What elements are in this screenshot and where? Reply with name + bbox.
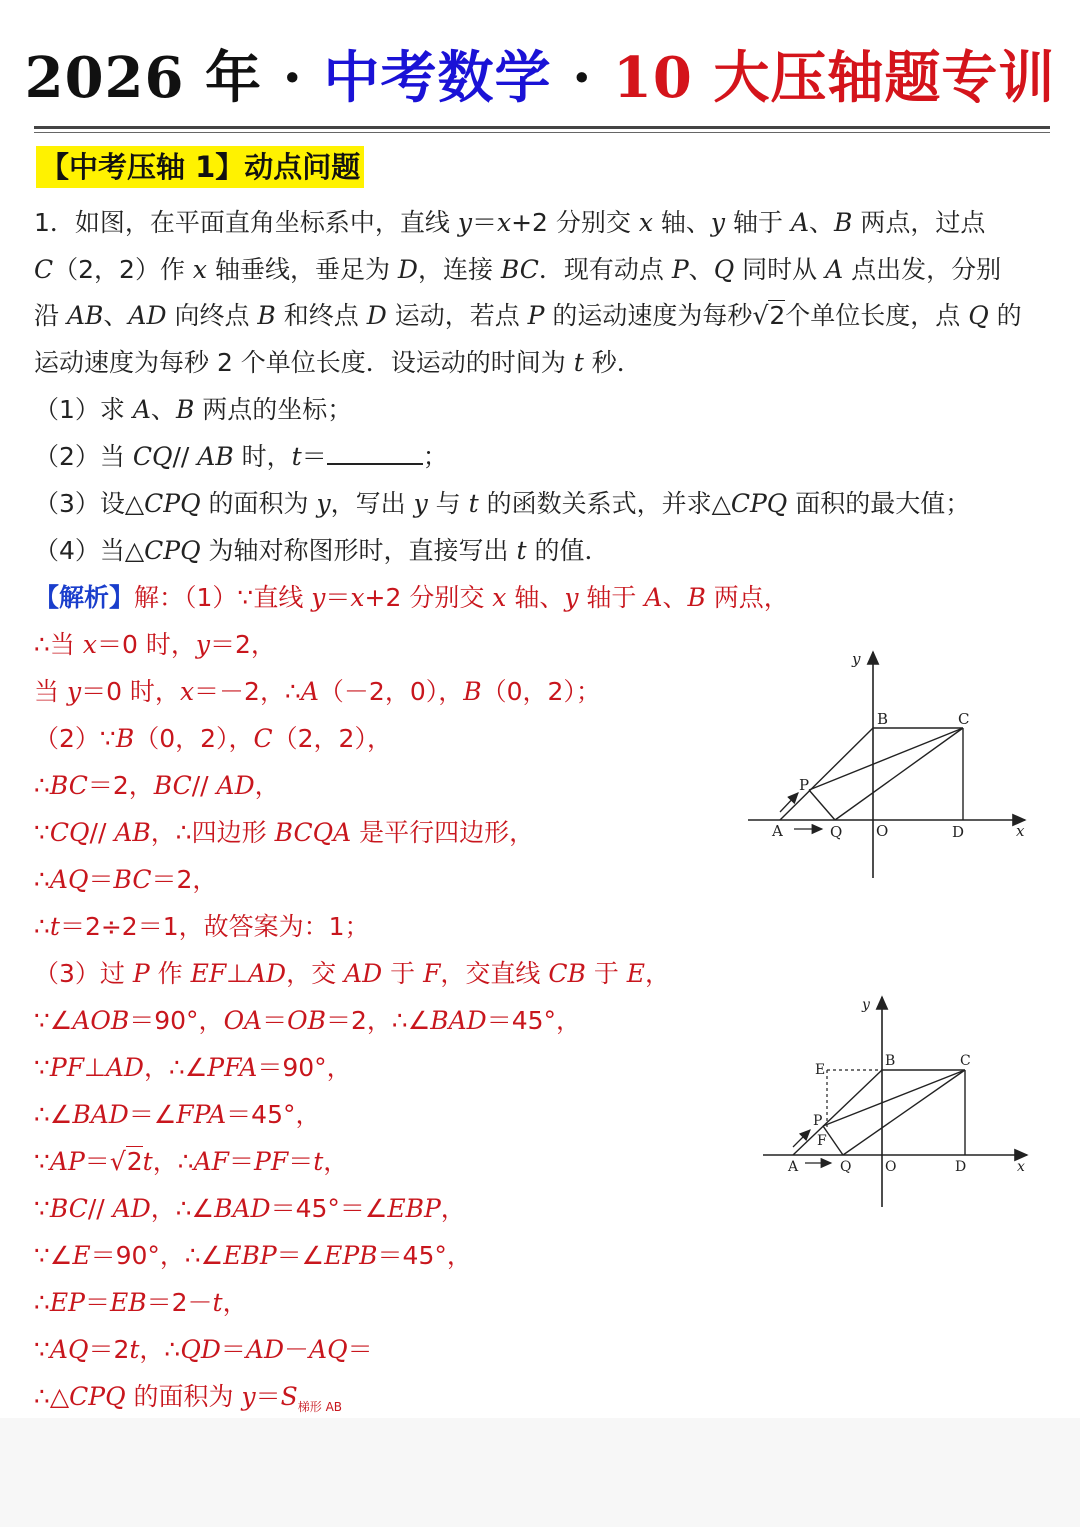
question-3: （3）设△CPQ 的面积为 y，写出 y 与 t 的函数关系式，并求△CPQ 面积的最大值；	[34, 489, 971, 518]
title-dot: ·	[551, 45, 613, 111]
solution-line-14: ∵BC// AD，∴∠BAD＝45°＝∠EBP，	[34, 1194, 466, 1223]
solution-line-8: ∴t＝2÷2＝1，故答案为：1；	[34, 912, 370, 941]
problem-line-2: C（2，2）作 x 轴垂线，垂足为 D，连接 BC．现有动点 P、Q 同时从 A 点出发，分别	[34, 255, 1002, 284]
solution-line-13: ∵AP＝√2t，∴AF＝PF＝t，	[34, 1147, 349, 1176]
fig2-line-AB	[793, 1070, 882, 1155]
solution-line-10: ∵∠AOB＝90°，OA＝OB＝2，∴∠BAD＝45°，	[34, 1006, 582, 1035]
title-topic: 10 大压轴题专训	[612, 45, 1056, 111]
figure-1-diagram	[740, 640, 1040, 890]
solution-line-7: ∴AQ＝BC＝2，	[34, 865, 218, 894]
solution-line-16: ∴EP＝EB＝2－t，	[34, 1288, 248, 1317]
solution-line-5: ∴BC＝2，BC// AD，	[34, 771, 280, 800]
question-1: （1）求 A、B 两点的坐标；	[34, 395, 353, 424]
fig1-line-AB	[780, 728, 873, 820]
fig2-label-B: B	[885, 1053, 896, 1069]
problem-line-4: 运动速度为每秒 2 个单位长度．设运动的时间为 t 秒．	[34, 348, 642, 377]
title-rule-thin	[34, 132, 1050, 133]
title-subject: 中考数学	[323, 45, 552, 111]
fig2-label-A: A	[788, 1159, 799, 1175]
fig1-label-Q: Q	[830, 823, 843, 841]
answer-blank	[327, 441, 423, 465]
solution-line-12: ∴∠BAD＝∠FPA＝45°，	[34, 1100, 321, 1129]
fig1-label-O: O	[876, 822, 889, 840]
title-rule-thick	[34, 126, 1050, 129]
fig2-line-CP	[823, 1070, 965, 1126]
fig1-label-x: x	[1016, 822, 1025, 840]
solution-line-18: ∴△CPQ 的面积为 $y=S_{梯形 AB}$	[34, 1382, 343, 1414]
fig2-arrow-P	[793, 1130, 810, 1147]
fig1-label-B: B	[877, 710, 889, 728]
page-bottom-fade	[0, 1418, 1080, 1527]
figure-2-diagram	[755, 985, 1045, 1215]
fig2-label-y: y	[862, 997, 870, 1013]
solution-line-9: （3）过 P 作 EF⊥AD，交 AD 于 F，交直线 CB 于 E，	[34, 959, 671, 988]
fig2-label-P: P	[813, 1113, 823, 1129]
solution-line-4: （2）∵B（0，2），C（2，2），	[34, 724, 392, 753]
fig1-label-P: P	[799, 776, 810, 794]
fig2-label-D: D	[955, 1159, 967, 1175]
title-year: 2026 年 ·	[24, 45, 324, 111]
solution-line-17: ∵AQ＝2t，∴QD＝AD－AQ＝	[34, 1335, 373, 1364]
fig1-arrow-P	[780, 793, 798, 812]
fig1-line-PQ	[809, 790, 835, 820]
fig2-label-E: E	[815, 1062, 826, 1078]
fig1-label-y: y	[852, 650, 861, 668]
fig2-label-C: C	[960, 1053, 971, 1069]
question-4: （4）当△CPQ 为轴对称图形时，直接写出 t 的值．	[34, 536, 610, 565]
fig2-label-F: F	[817, 1133, 827, 1149]
fig2-label-x: x	[1017, 1159, 1025, 1175]
solution-line-1: 【解析】解：（1）∵直线 y＝x+2 分别交 x 轴、y 轴于 A、B 两点，	[34, 583, 789, 612]
solution-line-6: ∵CQ// AB，∴四边形 BCQA 是平行四边形，	[34, 818, 535, 847]
problem-line-1: 1．如图，在平面直角坐标系中，直线 y＝x+2 分别交 x 轴、y 轴于 A、B 两点，过点	[34, 208, 986, 237]
fig1-label-A: A	[772, 822, 783, 840]
fig2-label-O: O	[885, 1159, 897, 1175]
problem-line-3: 沿 AB、AD 向终点 B 和终点 D 运动，若点 P 的运动速度为每秒√2个单位长度，点 Q 的	[34, 301, 1022, 330]
question-2: （2）当 CQ// AB 时，t＝ ；	[34, 442, 448, 471]
fig1-line-CP	[809, 728, 963, 790]
solution-line-15: ∵∠E＝90°，∴∠EBP＝∠EPB＝45°，	[34, 1241, 472, 1270]
fig1-label-D: D	[952, 823, 965, 841]
fig1-line-CQ	[835, 728, 963, 820]
solution-line-2: ∴当 x＝0 时，y＝2，	[34, 630, 276, 659]
fig2-line-CQ	[843, 1070, 965, 1155]
solution-line-3: 当 y＝0 时，x＝－2，∴A（－2，0），B（0，2）；	[34, 677, 601, 706]
page-title	[0, 38, 1080, 118]
fig2-label-Q: Q	[840, 1159, 852, 1175]
fig1-label-C: C	[958, 710, 970, 728]
solution-line-11: ∵PF⊥AD，∴∠PFA＝90°，	[34, 1053, 352, 1082]
section-heading: 【中考压轴 1】动点问题	[36, 146, 364, 188]
